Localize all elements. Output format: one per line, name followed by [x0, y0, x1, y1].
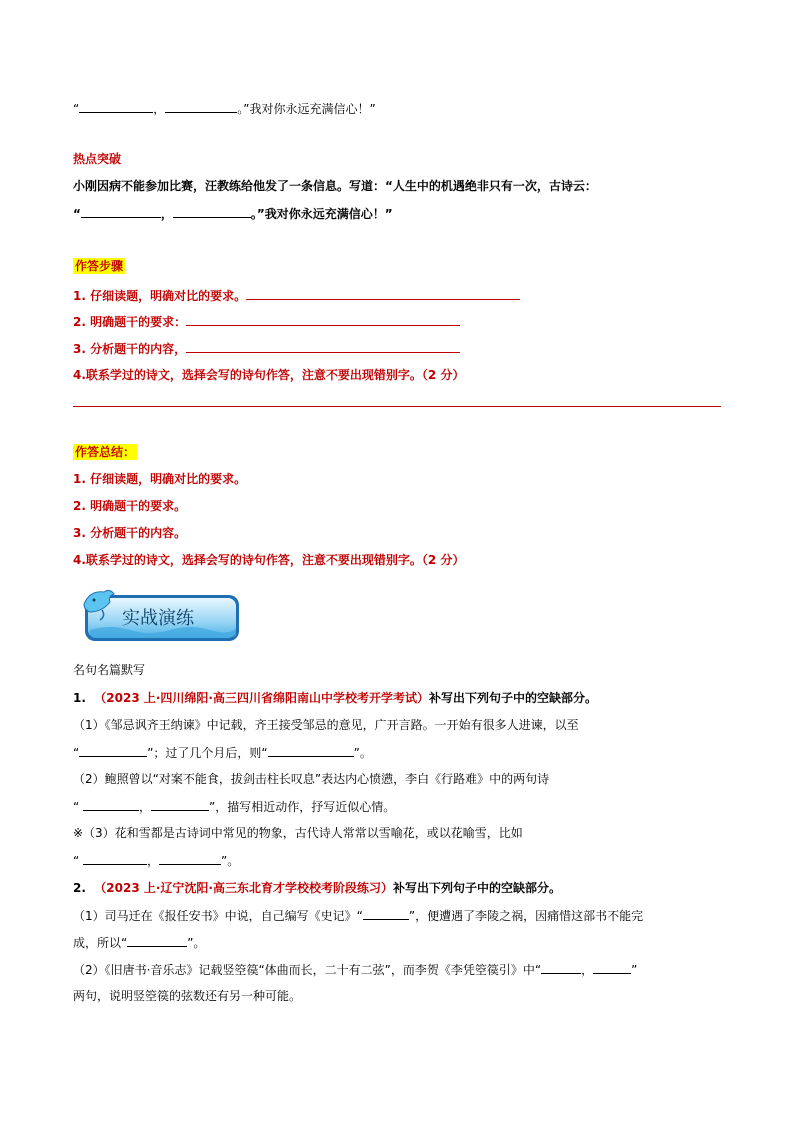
q2-p1b: 成，所以“ ”。 — [73, 936, 206, 950]
summary-item: 2. 明确题干的要求。 — [73, 499, 187, 513]
q1-p1a: （1）《邹忌讽齐王纳谏》中记载，齐王接受邹忌的意见，广开言路。一开始有很多人进谏，以至 — [73, 718, 579, 732]
blank — [363, 907, 409, 920]
badge-label: 实战演练 — [122, 608, 194, 629]
blank — [165, 100, 237, 113]
q1-header: 1. （2023 上·四川绵阳·高三四川省绵阳南山中学校考开学考试）补写出下列句子中的空缺部分。 — [73, 691, 597, 705]
q2-header: 2. （2023 上·辽宁沈阳·高三东北育才学校校考阶段练习）补写出下列句子中的空缺部分。 — [73, 881, 561, 895]
summary-item: 1. 仔细读题，明确对比的要求。 — [73, 472, 247, 486]
summary-item: 3. 分析题干的内容。 — [73, 526, 187, 540]
step-item: 4.联系学过的诗文，选择会写的诗句作答，注意不要出现错别字。（2 分） — [73, 368, 465, 382]
top-fill-line: “ ， 。”我对你永远充满信心！” — [73, 102, 376, 116]
q2-p2b: 两句，说明竖箜篌的弦数还有另一种可能。 — [73, 989, 302, 1003]
q2-p2a: （2）《旧唐书·音乐志》记载竖箜篌“体曲而长，二十有二弦”，而李贺《李凭箜篌引》中“ ， ” — [73, 963, 638, 977]
blank — [79, 100, 153, 113]
blank — [541, 961, 581, 974]
hotspot-title: 热点突破 — [73, 152, 122, 166]
step-item: 1. 仔细读题，明确对比的要求。 — [73, 287, 520, 304]
steps-title: 作答步骤 — [75, 259, 124, 273]
blank — [83, 798, 139, 811]
blank — [83, 852, 147, 865]
blank — [268, 744, 354, 757]
blank — [186, 340, 460, 353]
hotspot-fill-line: “ ， 。”我对你永远充满信心！” — [73, 207, 393, 221]
answer-line — [73, 406, 721, 407]
q2-p1a: （1）司马迁在《报任安书》中说，自己编写《史记》“ ”，便遭遇了李陵之祸，因痛惜这部书不能完 — [73, 909, 644, 923]
q1-p2a: （2）鲍照曾以“对案不能食，拔剑击柱长叹息”表达内心愤懑，李白《行路难》中的两句诗 — [73, 772, 550, 786]
blank — [81, 205, 161, 218]
blank — [246, 287, 520, 300]
summary-title: 作答总结： — [75, 445, 136, 459]
q1-p3a: ※（3）花和雪都是古诗词中常见的物象，古代诗人常常以雪喻花，或以花喻雪，比如 — [73, 826, 523, 840]
q1-p2b: “ ， ”，描写相近动作，抒写近似心情。 — [73, 800, 396, 814]
step-item: 2. 明确题干的要求： — [73, 313, 460, 330]
practice-badge — [80, 586, 242, 644]
blank — [79, 744, 147, 757]
q1-p1b: “ ”；过了几个月后，则“ ”。 — [73, 746, 372, 760]
step-item: 3. 分析题干的内容， — [73, 340, 460, 357]
blank — [151, 798, 209, 811]
hotspot-text: 小刚因病不能参加比赛，汪教练给他发了一条信息。写道：“人生中的机遇绝非只有一次，古诗云： — [73, 179, 597, 193]
blank — [593, 961, 631, 974]
practice-heading: 名句名篇默写 — [73, 663, 146, 677]
blank — [159, 852, 221, 865]
q1-p3b: “ ， ”。 — [73, 854, 240, 868]
blank — [127, 934, 187, 947]
blank — [173, 205, 251, 218]
blank — [186, 313, 460, 326]
summary-item: 4.联系学过的诗文，选择会写的诗句作答，注意不要出现错别字。（2 分） — [73, 553, 465, 567]
